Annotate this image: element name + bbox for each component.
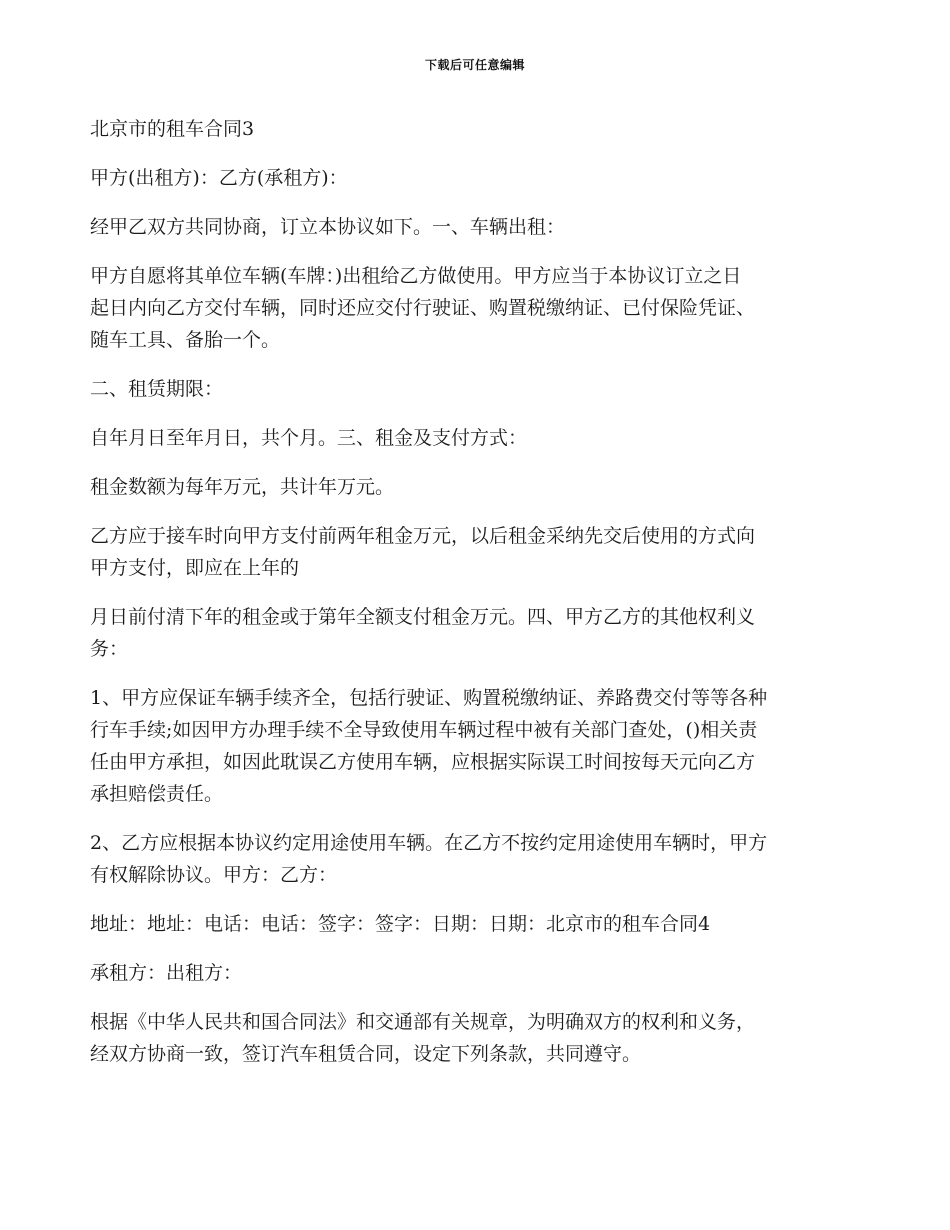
text-line: 经双方协商一致，签订汽车租赁合同，设定下列条款，共同遵守。 — [90, 1043, 642, 1065]
page-header-note: 下载后可任意编辑 — [424, 58, 525, 72]
text-line: 北京市的租车合同3 — [90, 118, 255, 140]
text-line: 二、租赁期限： — [90, 378, 224, 400]
obligation-clause-2 — [90, 827, 865, 891]
text-line: 甲方自愿将其单位车辆(车牌：)出租给乙方做使用。甲方应当于本协议订立之日 — [90, 265, 742, 287]
document-body — [90, 113, 865, 1087]
text-line: 起日内向乙方交付车辆，同时还应交付行驶证、购置税缴纳证、已付保险凭证、 — [90, 297, 756, 319]
text-line: 甲方支付，即应在上年的 — [90, 557, 300, 579]
text-line: 月日前付清下年的租金或于第年全额支付租金万元。四、甲方乙方的其他权利义 — [90, 606, 756, 628]
lease-term-clause — [90, 422, 865, 454]
text-line: 经甲乙双方共同协商，订立本协议如下。一、车辆出租： — [90, 216, 566, 238]
text-line: 根据《中华人民共和国合同法》和交通部有关规章，为明确双方的权利和义务， — [90, 1011, 756, 1033]
obligation-clause-1 — [90, 682, 865, 810]
lease-term-heading — [90, 373, 865, 405]
text-line: 承担赔偿责任。 — [90, 783, 224, 805]
agreement-intro — [90, 211, 865, 243]
rent-amount-clause — [90, 471, 865, 503]
text-line: 自年月日至年月日，共个月。三、租金及支付方式： — [90, 427, 528, 449]
text-line: 行车手续;如因甲方办理手续不全导致使用车辆过程中被有关部门查处，()相关责 — [90, 719, 758, 741]
text-line: 甲方(出租方)：乙方(承租方)： — [90, 167, 348, 189]
text-line: 务： — [90, 638, 129, 660]
text-line: 随车工具、备胎一个。 — [90, 329, 281, 351]
signature-fields — [90, 908, 865, 940]
parties-line — [90, 162, 865, 194]
text-line: 承租方：出租方： — [90, 962, 243, 984]
text-line: 2、乙方应根据本协议约定用途使用车辆。在乙方不按约定用途使用车辆时，甲方 — [90, 832, 768, 854]
text-line: 1、甲方应保证车辆手续齐全，包括行驶证、购置税缴纳证、养路费交付等等各种 — [90, 687, 768, 709]
text-line: 地址：地址：电话：电话：签字：签字：日期：日期：北京市的租车合同4 — [90, 913, 711, 935]
text-line: 任由甲方承担，如因此耽误乙方使用车辆，应根据实际误工时间按每天元向乙方 — [90, 751, 756, 773]
text-line: 租金数额为每年万元，共计年万元。 — [90, 476, 395, 498]
second-contract-intro — [90, 1006, 865, 1070]
text-line: 有权解除协议。甲方：乙方： — [90, 864, 338, 886]
rent-payment-clause — [90, 520, 865, 584]
second-contract-parties — [90, 957, 865, 989]
text-line: 乙方应于接车时向甲方支付前两年租金万元，以后租金采纳先交后使用的方式向 — [90, 525, 756, 547]
contract-title — [90, 113, 865, 145]
rent-deadline-clause — [90, 601, 865, 665]
vehicle-rental-clause — [90, 260, 865, 356]
